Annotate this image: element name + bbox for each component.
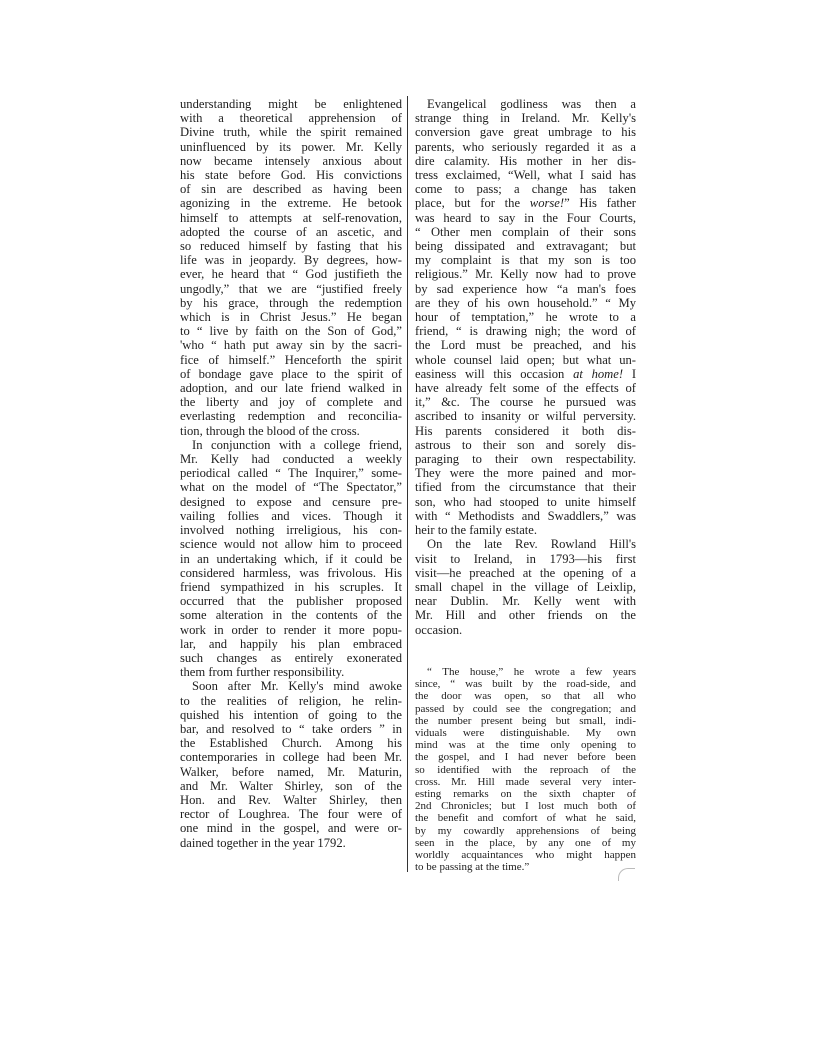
text-line [415, 452, 636, 466]
text-line [180, 466, 402, 480]
line-text: Mr. Hill and other friends on the [415, 608, 636, 623]
text-line [180, 480, 402, 494]
line-text: the liberty and joy of complete and [180, 395, 402, 410]
text-line [180, 225, 402, 239]
line-text: so identified with the reproach of the [415, 763, 636, 776]
text-line [180, 310, 402, 324]
text-line [180, 97, 402, 111]
text-line [180, 296, 402, 310]
line-text: of sin are described as having been [180, 182, 402, 197]
text-line [180, 566, 402, 580]
line-text: viduals were distinguishable. My own [415, 727, 636, 740]
line-text: to the realities of religion, he relin- [180, 693, 402, 708]
line-text: Divine truth, while the spirit remained [180, 125, 402, 140]
line-text: lar, and happily his plan embraced [180, 636, 402, 651]
text-line [180, 338, 402, 352]
text-line [180, 821, 402, 835]
text-line [180, 154, 402, 168]
text-line [415, 196, 636, 210]
line-text: On the late Rev. Rowland Hill's [427, 537, 636, 552]
line-text: are they of his own household.” “ My [415, 295, 636, 310]
text-line [180, 381, 402, 395]
text-line [180, 708, 402, 722]
text-line [180, 409, 402, 423]
line-text: esting remarks on the sixth chapter of [415, 788, 636, 801]
line-text: everlasting redemption and reconcilia- [180, 409, 402, 424]
line-text: one mind in the gospel, and were or- [180, 821, 402, 836]
line-text: quished his intention of going to the [180, 707, 402, 722]
italic-text: at home! [573, 366, 624, 381]
text-line [180, 239, 402, 253]
line-text: mind was at the time only opening to [415, 739, 636, 752]
line-text: vailing follies and vices. Though it [180, 508, 402, 523]
line-text: astrous to their son and sorely dis- [415, 437, 636, 452]
text-line [415, 182, 636, 196]
text-line [180, 637, 402, 651]
line-text: now became intensely anxious about [180, 153, 402, 168]
line-text: Walker, before named, Mr. Maturin, [180, 764, 402, 779]
line-text: rector of Loughrea. The four were of [180, 807, 402, 822]
line-text: tion, through the blood of the cross. [180, 423, 360, 438]
line-text: periodical called “ The Inquirer,” some- [180, 466, 402, 481]
line-text: fice of himself.” Henceforth the spirit [180, 352, 402, 367]
text-line [415, 509, 636, 523]
text-line [415, 225, 636, 239]
text-line [415, 466, 636, 480]
line-text: to be passing at the time.” [415, 861, 530, 874]
line-text: which is in Christ Jesus.” He began [180, 310, 402, 325]
line-text: adoption, and our late friend walked in [180, 381, 402, 396]
line-text: the Established Church. Among his [180, 736, 402, 751]
text-line [415, 666, 636, 678]
line-text: with “ Methodists and Swaddlers,” was [415, 508, 636, 523]
line-text: was heard to say in the Four Courts, [415, 210, 636, 225]
text-line [415, 678, 636, 690]
text-line [180, 509, 402, 523]
text-line [415, 381, 636, 395]
text-line [415, 296, 636, 310]
text-line [415, 739, 636, 751]
text-line [415, 324, 636, 338]
text-line [415, 282, 636, 296]
line-text: life was in jeopardy. By degrees, how- [180, 253, 402, 268]
text-line [180, 694, 402, 708]
left-column-text [180, 97, 402, 850]
text-line [415, 608, 636, 622]
line-text: the gospel, and I had never before been [415, 751, 636, 764]
line-text: easiness will this occasion [415, 366, 574, 381]
line-text: in an undertaking which, if it could be [180, 551, 402, 566]
line-text: worldly acquaintances who might happen [415, 849, 636, 862]
text-line [180, 196, 402, 210]
text-line [180, 438, 402, 452]
line-text: They were the more pained and mor- [415, 466, 636, 481]
column-divider [407, 96, 408, 872]
line-text: them from further responsibility. [180, 665, 345, 680]
line-text: to “ live by faith on the Son of God,” [180, 324, 402, 339]
text-line [180, 367, 402, 381]
line-text: bar, and resolved to “ take orders ” in [180, 721, 402, 736]
line-text: my complaint is that my son is too [415, 253, 636, 268]
text-line [415, 703, 636, 715]
line-text: heir to the family estate. [415, 523, 538, 538]
text-line [180, 608, 402, 622]
text-line [180, 665, 402, 679]
line-text: it,” &c. The course he pursued was [415, 395, 636, 410]
line-text: occasion. [415, 622, 463, 637]
text-line [180, 140, 402, 154]
text-line [180, 253, 402, 267]
line-text: his state before God. His convictions [180, 168, 402, 183]
text-line [180, 651, 402, 665]
line-text: involved nothing irreligious, his con- [180, 523, 402, 538]
text-line [415, 751, 636, 763]
line-text: friend, “ is drawing nigh; the word of [415, 324, 636, 339]
line-text: tified from the circumstance that their [415, 480, 636, 495]
line-text: by my cowardly apprehensions of being [415, 824, 636, 837]
text-line [180, 495, 402, 509]
line-text: being dissipated and extravagant; but [415, 239, 636, 254]
line-text: friend sympathized in his scruples. It [180, 579, 402, 594]
line-text: In conjunction with a college friend, [192, 437, 402, 452]
line-text: whole counsel laid open; but what un- [415, 352, 636, 367]
line-text: some alteration in the contents of the [180, 608, 402, 623]
text-line [415, 438, 636, 452]
line-text: ascribed to insanity or wilful perversity. [415, 409, 636, 424]
text-line [180, 793, 402, 807]
text-line [415, 97, 636, 111]
line-text: ” His father [564, 196, 636, 211]
line-text: such changes as entirely exonerated [180, 650, 402, 665]
line-text: hour of temptation,” he wrote to a [415, 310, 636, 325]
text-line [180, 736, 402, 750]
right-column-text [415, 97, 636, 637]
text-line [415, 812, 636, 824]
line-text: himself to attempts at self-renovation, [180, 210, 402, 225]
line-text: come to pass; a change has taken [415, 182, 636, 197]
text-line [415, 111, 636, 125]
line-text: with a theoretical apprehension of [180, 111, 402, 126]
text-line [415, 523, 636, 537]
text-line [415, 424, 636, 438]
line-text: of bondage gave place to the spirit of [180, 366, 402, 381]
line-text: 'who “ hath put away sin by the sacri- [180, 338, 402, 353]
line-text: occurred that the publisher proposed [180, 594, 402, 609]
line-text: I [623, 366, 637, 381]
text-line [180, 537, 402, 551]
line-text: visit to Ireland, in 1793—his first [415, 551, 636, 566]
line-text: the number present being but small, indi- [415, 714, 636, 727]
line-text: “ The house,” he wrote a few years [427, 666, 636, 678]
line-text: by sad experience how “a man's foes [415, 281, 636, 296]
line-text: Hon. and Rev. Walter Shirley, then [180, 792, 402, 807]
line-text: tress exclaimed, “Well, what I said has [415, 168, 636, 183]
line-text: ungodly,” that we are “justified freely [180, 281, 402, 296]
line-text: small chapel in the village of Leixlip, [415, 579, 636, 594]
line-text: ever, he heard that “ God justifieth the [180, 267, 402, 282]
text-line [415, 715, 636, 727]
text-line [415, 764, 636, 776]
line-text: so reduced himself by fasting that his [180, 239, 402, 254]
text-line [180, 779, 402, 793]
text-line [415, 353, 636, 367]
line-text: parents, who seriously regarded it as a [415, 139, 636, 154]
text-line [180, 580, 402, 594]
line-text: Mr. Kelly had conducted a weekly [180, 452, 402, 467]
scan-mark [618, 868, 635, 881]
line-text: since, “ was built by the road-side, and [415, 678, 636, 691]
line-text: passed by could see the congregation; and [415, 702, 636, 715]
line-text: conversion gave great umbrage to his [415, 125, 636, 140]
line-text: Soon after Mr. Kelly's mind awoke [192, 679, 402, 694]
text-line [180, 807, 402, 821]
line-text: agonizing in the extreme. He betook [180, 196, 402, 211]
text-line [415, 849, 636, 861]
text-line [415, 395, 636, 409]
line-text: designed to expose and censure pre- [180, 494, 402, 509]
text-line [415, 727, 636, 739]
text-line [180, 353, 402, 367]
line-text: adopted the course of an ascetic, and [180, 224, 402, 239]
text-line [415, 211, 636, 225]
text-line [180, 168, 402, 182]
text-line [180, 523, 402, 537]
text-line [180, 452, 402, 466]
text-line [180, 623, 402, 637]
line-text: paraging to their own respectability. [415, 452, 636, 467]
text-line [415, 580, 636, 594]
line-text: contemporaries in college had been Mr. [180, 750, 402, 765]
text-line [415, 239, 636, 253]
text-line [415, 253, 636, 267]
text-line [180, 125, 402, 139]
line-text: His parents considered it both dis- [415, 423, 636, 438]
line-text: work in order to render it more popu- [180, 622, 402, 637]
text-line [415, 623, 636, 637]
line-text: have already felt some of the effects of [415, 381, 636, 396]
line-text: understanding might be enlightened [180, 97, 402, 111]
text-line [180, 395, 402, 409]
text-line [180, 722, 402, 736]
text-line [415, 537, 636, 551]
text-line [180, 282, 402, 296]
line-text: strange thing in Ireland. Mr. Kelly's [415, 111, 636, 126]
text-line [180, 679, 402, 693]
text-line [415, 168, 636, 182]
text-line [180, 424, 402, 438]
text-line [415, 837, 636, 849]
text-line [415, 267, 636, 281]
text-line [415, 552, 636, 566]
block-quote [415, 666, 636, 873]
text-line [180, 594, 402, 608]
line-text: seen in the place, by any one of my [415, 836, 636, 849]
line-text: uninfluenced by its power. Mr. Kelly [180, 139, 402, 154]
line-text: 2nd Chronicles; but I lost much both of [415, 800, 636, 813]
text-line [415, 480, 636, 494]
text-line [415, 861, 636, 873]
text-line [415, 409, 636, 423]
text-line [415, 495, 636, 509]
line-text: the benefit and comfort of what he said, [415, 812, 636, 825]
text-line [415, 367, 636, 381]
text-line [415, 566, 636, 580]
line-text: religious.” Mr. Kelly now had to prove [415, 267, 636, 282]
text-line [415, 125, 636, 139]
line-text: near Dublin. Mr. Kelly went with [415, 594, 636, 609]
text-line [415, 800, 636, 812]
text-line [415, 788, 636, 800]
line-text: and Mr. Walter Shirley, son of the [180, 778, 402, 793]
line-text: place, but for the [415, 196, 530, 211]
line-text: what on the model of “The Spectator,” [180, 480, 402, 495]
text-line [415, 776, 636, 788]
line-text: dained together in the year 1792. [180, 835, 346, 850]
text-line [180, 836, 402, 850]
text-line [180, 750, 402, 764]
line-text: considered harmless, was frivolous. His [180, 565, 402, 580]
line-text: cross. Mr. Hill made several very inter- [415, 775, 636, 788]
text-line [415, 594, 636, 608]
text-line [415, 690, 636, 702]
line-text: the door was open, so that all who [415, 690, 636, 703]
text-line [415, 154, 636, 168]
line-text: son, who had stooped to unite himself [415, 494, 636, 509]
text-line [180, 211, 402, 225]
text-line [180, 182, 402, 196]
line-text: science would not allow him to proceed [180, 537, 402, 552]
line-text: by his grace, through the redemption [180, 295, 402, 310]
text-line [180, 324, 402, 338]
line-text: dire calamity. His mother in her dis- [415, 153, 636, 168]
text-line [415, 825, 636, 837]
italic-text: worse! [529, 196, 565, 211]
text-line [415, 140, 636, 154]
line-text: Evangelical godliness was then a [427, 97, 636, 111]
text-line [180, 111, 402, 125]
text-line [180, 267, 402, 281]
text-line [415, 310, 636, 324]
text-line [415, 338, 636, 352]
line-text: “ Other men complain of their sons [415, 224, 636, 239]
text-line [180, 765, 402, 779]
text-line [180, 552, 402, 566]
line-text: the Lord must be preached, and his [415, 338, 636, 353]
line-text: visit—he preached at the opening of a [415, 565, 636, 580]
